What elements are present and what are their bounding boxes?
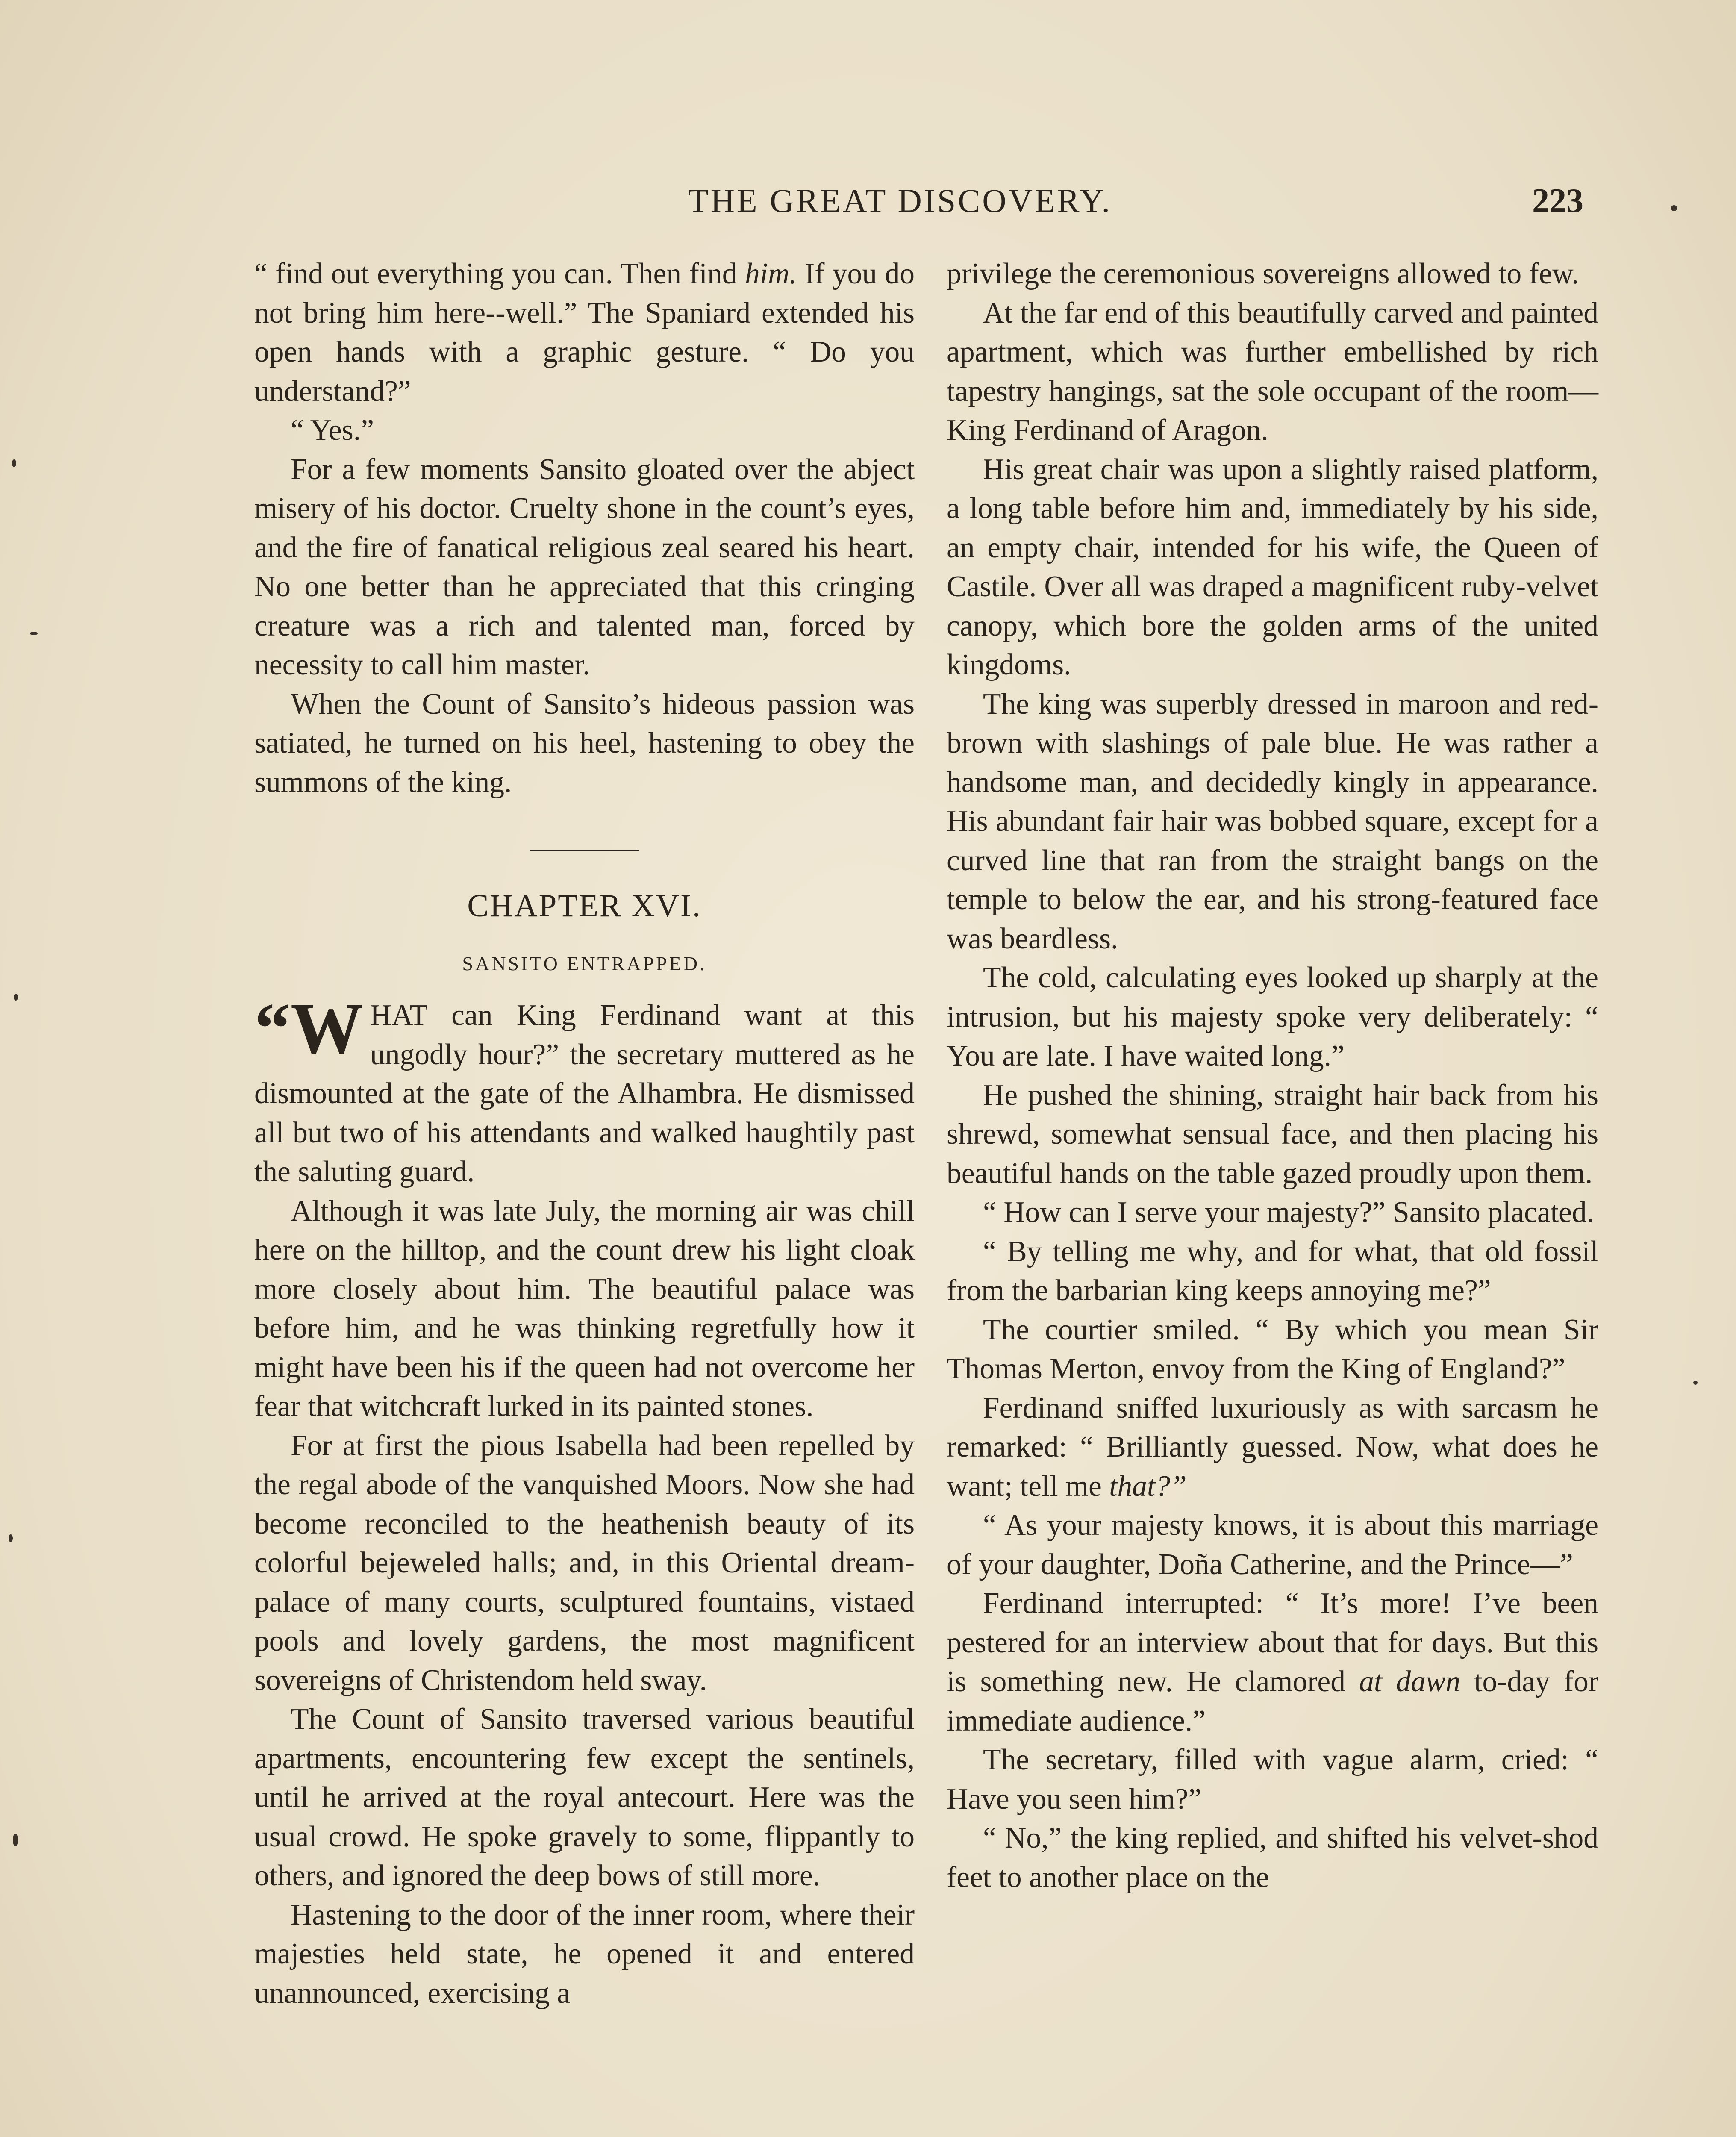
paragraph: “ As your majesty knows, it is about this marriage of your daughter, Doña Catherine, and the Prince—” (947, 1509, 1598, 1581)
running-title: THE GREAT DISCOVERY. (688, 182, 1112, 219)
left-column (254, 254, 915, 2013)
paragraph: privilege the ceremonious sovereigns allowed to few. (947, 257, 1579, 290)
paragraph: The Count of Sansito traversed various beautiful apartments, encountering few except the sentinels, until he arrived at the royal antecourt. Here was the usual crowd. He spoke gravely to some, flippantly to others, and ignored the deep bows of still more. (254, 1703, 915, 1892)
paragraph: The cold, calculating eyes looked up sharply at the intrusion, but his majesty spoke very deliberately: “ You are late. I have waited long.” (947, 961, 1598, 1072)
running-header (0, 182, 1736, 233)
paper-speck (1693, 1381, 1698, 1385)
page-number: 223 (1532, 182, 1583, 220)
paragraph: The courtier smiled. “ By which you mean Sir Thomas Merton, envoy from the King of England?” (947, 1313, 1598, 1385)
paragraph: The secretary, filled with vague alarm, cried: “ Have you seen him?” (947, 1743, 1598, 1816)
paragraph: For a few moments Sansito gloated over the abject misery of his doctor. Cruelty shone in the count’s eyes, and the fire of fanatical religious zeal seared his heart. No one better than he appreciated that this cringing creature was a rich and talented man, forced by necessity to call him master. (254, 453, 915, 681)
drop-cap: “W (254, 988, 363, 1068)
paper-speck (9, 1534, 13, 1542)
paper-speck (1671, 205, 1677, 211)
chapter-opening-paragraph: “W HAT can King Ferdinand want at this ungodly hour?” the secretary muttered as he dismounted at the gate of the Alhambra. He dismissed all but two of his attendants and walked haughtily past the saluting guard. (254, 988, 915, 1188)
paragraph: For at first the pious Isabella had been repelled by the regal abode of the vanquished Moors. Now she had become reconciled to the heathenish beauty of its colorful bejeweled halls; and, in this Oriental dream-palace of many courts, sculptured fountains, vistaed pools and lovely gardens, the most magnificent sovereigns of Christendom held sway. (254, 1429, 915, 1697)
paper-speck (13, 1834, 18, 1846)
paragraph: Ferdinand sniffed luxuriously as with sarcasm he remarked: “ Brilliantly guessed. Now, what does he want; tell me that?” (947, 1391, 1598, 1503)
paragraph: “ No,” the king replied, and shifted his velvet-shod feet to another place on the (947, 1822, 1598, 1894)
paragraph: He pushed the shining, straight hair back from his shrewd, somewhat sensual face, and then placing his beautiful hands on the table gazed proudly upon them. (947, 1078, 1598, 1190)
section-divider (530, 850, 639, 851)
paragraph: Ferdinand interrupted: “ It’s more! I’ve been pestered for an interview about that for days. But this is something new. He clamored at dawn to-day for immediate audience.” (947, 1587, 1599, 1737)
paragraph: “ By telling me why, and for what, that old fossil from the barbarian king keeps annoying me?” (947, 1235, 1598, 1307)
paragraph: “ Yes.” (291, 414, 374, 447)
paper-speck (30, 632, 38, 635)
chapter-title: CHAPTER XVI. (467, 888, 702, 924)
paper-speck (12, 459, 16, 467)
paper-speck (14, 994, 18, 1001)
paragraph: When the Count of Sansito’s hideous passion was satiated, he turned on his heel, hastening to obey the summons of the king. (254, 687, 915, 799)
paragraph: Although it was late July, the morning air was chill here on the hilltop, and the count drew his light cloak more closely about him. The beautiful palace was before him, and he was thinking regretfully how it might have been his if the queen had not overcome her fear that witchcraft lurked in its painted stones. (254, 1194, 915, 1423)
paragraph: His great chair was upon a slightly raised platform, a long table before him and, immediately by his side, an empty chair, intended for his wife, the Queen of Castile. Over all was draped a magnificent ruby-velvet canopy, which bore the golden arms of the united kingdoms. (947, 453, 1598, 681)
right-column (947, 254, 1598, 1897)
chapter-subtitle: SANSITO ENTRAPPED. (462, 953, 707, 974)
paragraph: Hastening to the door of the inner room, where their majesties held state, he opened it and entered unannounced, exercising a (254, 1898, 915, 2010)
paragraph: “ How can I serve your majesty?” Sansito placated. (983, 1196, 1595, 1229)
paragraph: “ find out everything you can. Then find him. If you do not bring him here--well.” The Spaniard extended his open hands with a graphic gesture. “ Do you understand?” (254, 257, 915, 408)
paragraph: The king was superbly dressed in maroon and red-brown with slashings of pale blue. He was rather a handsome man, and decidedly kingly in appearance. His abundant fair hair was bobbed square, except for a curved line that ran from the straight bangs on the temple to below the ear, and his strong-featured face was beardless. (947, 687, 1598, 955)
paragraph: At the far end of this beautifully carved and painted apartment, which was further embellished by rich tapestry hangings, sat the sole occupant of the room—King Ferdinand of Aragon. (947, 296, 1598, 447)
